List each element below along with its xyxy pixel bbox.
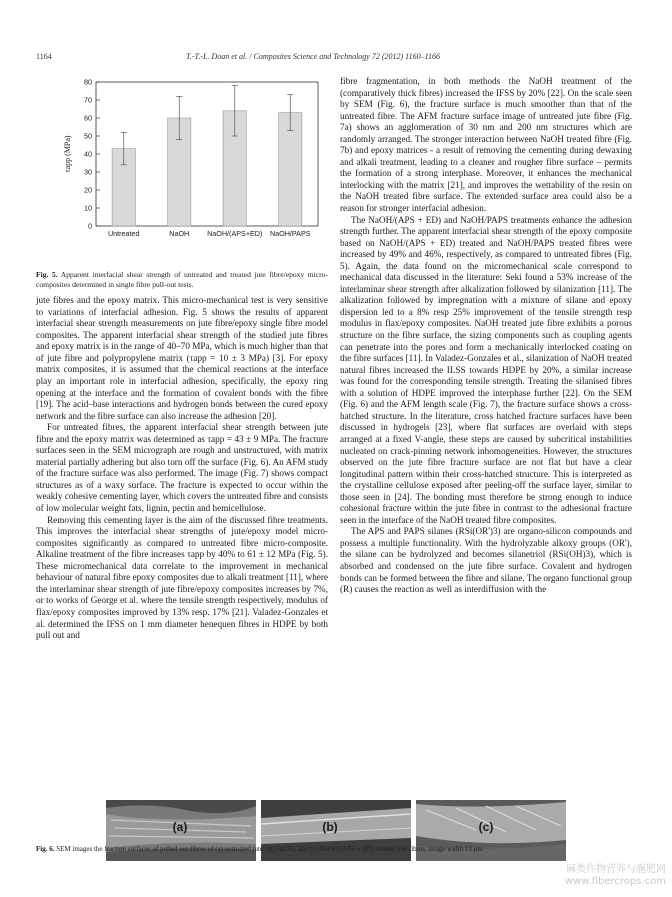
watermark-line-1: 麻类作物营养与施肥网 <box>566 864 666 875</box>
running-head <box>36 52 636 64</box>
right-paragraph-1: fibre fragmentation, in both methods the NaOH treatment of the (comparatively thick fibres) increased the IFSS by 20% [22]. On the scale seen by SEM (Fig. 6), the fracture surface is much smoother than that of the untreated fibre. The AFM fracture surface image of untreated jute fibre (Fig. 7a) shows an agglomeration of 30 nm and 200 nm structures which are randomly arranged. The stronger interaction between NaOH treated fibre (Fig. 7b) and epoxy matrices - a result of removing the cementing during dewaxing and alkali treatment, leading to a cleaner and rougher fibre surface – permits the formation of a strong interphase. Moreover, it enhances the mechanical interlocking with the matrix [21], and improves the wettability of the resin on the NaOH treated fibre surface. The extended surface area could also be a reason for stronger interfacial adhesion. <box>340 76 632 214</box>
right-column <box>340 76 632 596</box>
y-tick-label: 50 <box>84 131 92 141</box>
left-paragraph-3: Removing this cementing layer is the aim of the discussed fibre treatments. This improves the interfacial shear strengths of jute/epoxy model micro-composites significantly as compared to untreated fibre micro-composite. Alkaline treatment of the fibre increases τapp by 40% to 61 ± 12 MPa (Fig. 5). These micromechanical data correlate to the improvement in mechanical behaviour of natural fibre epoxy composites due to alkali treatment [11], where the interlaminar shear strength of jute fibre/epoxy composites increases by 7%, or to works of George et al. where the tensile strength respectively, modulus of flax/epoxy composites improved by 13% resp. 17% [21]. Valadez-Gonzales et al. determined the IFSS on 1 mm diameter henequen fibres in HDPE by both pull out and <box>36 514 328 641</box>
left-paragraph-2: For untreated fibres, the apparent interfacial shear strength between jute fibre and the epoxy matrix was determined as τapp = 43 ± 9 MPa. The fracture surfaces seen in the SEM micrograph are rough and unstructured, with matrix material partially adhering but also torn off the surface (Fig. 6). An AFM study of the fracture surface was also performed. The image (Fig. 7) shows compact structures as of a waxy surface. The fracture is expected to occur within the weakly cohesive cementing layer, which covers the untreated fibre and consists of low molecular weight fats, lignin, pectin and hemicellulose. <box>36 422 328 514</box>
figure-6c-label: (c) <box>478 820 494 834</box>
figure-6a-label: (a) <box>172 820 188 834</box>
x-tick-label: Untreated <box>107 229 140 238</box>
y-tick-label: 70 <box>84 95 92 105</box>
x-tick-label: NaOH/PAPS <box>269 229 311 238</box>
figure-5-caption-text: Apparent interfacial shear strength of untreated and treated jute fibre/epoxy micro-composites determined in single fibre pull-out tests. <box>36 270 328 289</box>
watermark <box>560 864 666 888</box>
right-paragraph-3: The APS and PAPS silanes (RSi(OR')3) are organo-silicon compounds and possess a multiple functionality. With the hydrolyzable alkoxy groups (OR'), the silane can be hydrolyzed and becomes silanetriol (RSi(OH)3), which is absorbed and condensed on the jute fibre surface. Covalent and hydrogen bonds can be formed between the fibre and silane. The organo functional group (R) causes the reaction as well as interdiffusion with the <box>340 526 632 595</box>
figure-6-label: Fig. 6. <box>36 845 55 853</box>
y-tick-label: 40 <box>84 149 92 159</box>
figure-6-caption <box>36 845 636 854</box>
x-tick-label: NaOH <box>169 229 190 238</box>
y-tick-label: 10 <box>84 203 92 213</box>
page-number: 1164 <box>36 52 52 61</box>
y-axis-label: τapp (MPa) <box>63 135 72 173</box>
left-column <box>36 76 328 642</box>
figure-6-caption-text: SEM images the fracture surfaces of pulled out fibres of (a) untreated jute, (b) NaOH, and (c) NaOH/(APS + ED) treated jute fibres, image width 13 μm. <box>54 845 485 853</box>
x-tick-label: NaOH/(APS+ED) <box>207 229 263 238</box>
bar-chart <box>36 76 328 266</box>
y-tick-label: 60 <box>84 113 92 123</box>
left-paragraph-1: jute fibres and the epoxy matrix. This micro-mechanical test is very sensitive to variations of interfacial adhesion. Fig. 5 shows the results of apparent interfacial shear strength measurements on jute fibre/epoxy single fibre model composites. The apparent interfacial shear strength of the studied jute fibres and epoxy matrix is in the range of 40–70 MPa, which is much higher than that of jute fibre and polypropylene matrix (τapp = 10 ± 3 MPa) [3]. For epoxy matrix composites, it is assumed that the chemical reactions at the interface play an important role in interfacial adhesion, specifically, the epoxy ring opening at the interface and the formation of covalent bonds with the fibre [19]. The acid–base interactions and hydrogen bonds between the cured epoxy network and the fibre surface can also increase the adhesion [20]. <box>36 295 328 421</box>
y-tick-label: 30 <box>84 167 92 177</box>
figure-5-chart <box>36 76 328 266</box>
right-paragraph-2: The NaOH/(APS + ED) and NaOH/PAPS treatments enhance the adhesion strength further. The apparent interfacial shear strength of the epoxy composite based on NaOH/(APS + ED) treated and NaOH/PAPS treated fibres were increased by 49% and 46%, respectively, as compared to untreated fibres (Fig. 5). Again, the data found on the micromechanical scale correspond to mechanical data discussed in the literature: Seki found a 53% increase of the interlaminar shear strength after alkalization followed by silanization [11]. The alkalization followed by impregnation with a mixture of silane and epoxy dispersion led to a 8% resp 25% improvement of the tensile strength resp modulus in flax/epoxy composites. NaOH treated jute fibre exhibits a porous structure on the fibre surface, the sizing components such as coupling agents can penetrate into the pores and form a mechanically interlocked coating on the fibre surfaces [11]. In Valadez-Gonzales et al., silanization of NaOH treated natural fibres increased the ILSS towards HDPE by 20%, a similar increase was found for the corresponding tensile strength. Treating the silanised fibres with a solution of HDPE improved the interphase further [22]. On the SEM (Fig. 6) and the AFM length scale (Fig. 7), the fracture surface shows a cross-hatched structure. In the literature, cross hatched fracture surfaces have been discussed in hydrogels [23], where flat surfaces are overlaid with steps arranged at a fixed V-angle, these steps are caused by subcritical instabilities nucleated on crack-pinning network inhomogeneities. However, the structures observed on the jute fibre fracture surface are not flat but have a clear longitudinal pattern within their cross-hatched structure. This is interpreted as the crystalline cellulose exposed after peeling-off the surface layer, similar to those seen in [24]. The bonding must therefore be strong enough to induce cohesional fracture within the jute fibre in contrast to the adhesional fracture seen in the interface of the NaOH treated fibre composites. <box>340 214 632 525</box>
journal-citation: T.-T.-L. Doan et al. / Composites Science and Technology 72 (2012) 1160–1166 <box>186 52 440 61</box>
watermark-line-2: www.fibercrops.com <box>564 876 666 887</box>
y-tick-label: 0 <box>88 221 92 231</box>
figure-6b-label: (b) <box>322 820 338 834</box>
figure-5-label: Fig. 5. <box>36 270 58 279</box>
y-tick-label: 80 <box>84 77 92 87</box>
y-tick-label: 20 <box>84 185 92 195</box>
figure-5-caption <box>36 270 328 289</box>
